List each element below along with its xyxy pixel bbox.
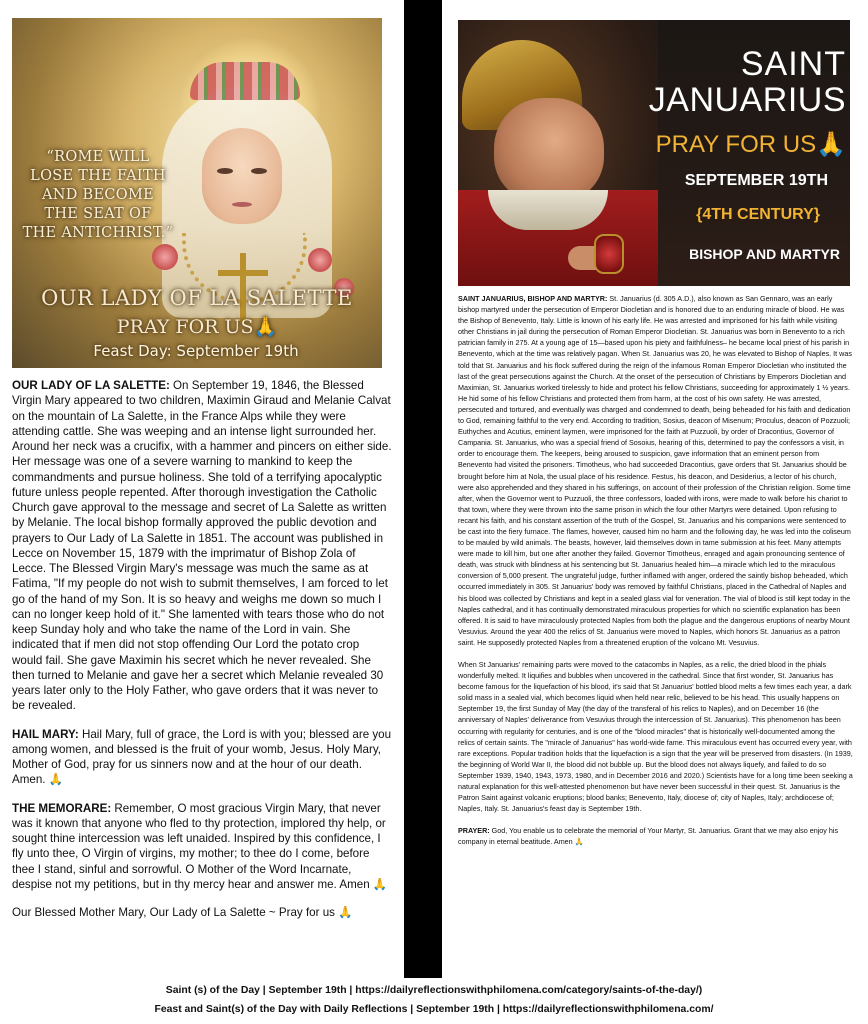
quote-line: “ROME WILL [46,149,150,165]
praying-hands-icon: 🙏 [574,837,584,847]
quote-line: THE SEAT OF [44,206,152,222]
salette-heading: OUR LADY OF LA SALETTE: [12,379,170,392]
praying-hands-icon: 🙏 [253,316,278,338]
praying-hands-icon: 🙏 [372,877,388,891]
mouth [232,202,252,207]
rose-decoration [308,248,332,272]
rose-crown [190,62,300,100]
blood-ampulla [594,234,624,274]
quote-line: THE ANTICHRIST.” [22,225,174,241]
image-pray-text: PRAY FOR US [655,131,817,158]
hail-mary-heading: HAIL MARY: [12,727,79,741]
footer-line-1: Saint (s) of the Day | September 19th | https://dailyreflectionswithphilomena.com/category/saints-of-the-day/) [165,985,703,996]
footer-line-2: Feast and Saint(s) of the Day with Daily Reflections | September 19th | https://dailyreflectionswithphilomena.com/ [154,1004,714,1015]
saint-head [494,98,604,202]
image-saint-label: SAINT [740,45,846,83]
image-pray [656,130,846,159]
center-divider-bar [404,0,442,978]
memorare-body: Remember, O most gracious Virgin Mary, that never was it known that anyone who fled to thy protection, implored thy help, or sought thine intercession was left unaided. Inspired by this confidence, I fly unto thee, O Virgin of virgins, my mother; to thee do I come, before thee I stand, sinful and sorrowful. O Mother of the Word Incarnate, despise not my petitions, but in thy mercy hear and answer me. Amen [12,801,386,891]
praying-hands-icon: 🙏 [48,773,64,787]
hail-mary-paragraph [12,727,392,788]
image-date: SEPTEMBER 19TH [684,172,828,189]
footer [0,981,868,1019]
salette-body: On September 19, 1846, the Blessed Virgin Mary appeared to two children, Maximin Giraud and Melanie Calvat on the mountain of La Salette, in the France Alps while they were attending cattle. She was weeping and an intense light surrounded her. Around her neck was a crucifix, with a hammer and pincers on either side. Her message was one of a severe warning to mankind to keep the commandments and pursue holiness. She told of a terrifying apocalyptic future unless people repented. After thorough investigation the Catholic Church gave approval to the message and secret of La Salette as written by Melanie. The local bishop formally approved the public devotion and prayers to Our Lady of La Salette in 1851. The account was published in Lecce on November 15, 1879 with the imprimatur of Bishop Zola of Lecce. The Blessed Virgin Mary's message was much the same as at Fatima, "If my people do not wish to submit themselves, I am forced to let go of the hand of my Son. It is so heavy and weighs me down so much I can no longer keep hold of it." She lamented with tears those who do not keep Sunday holy and who take the name of the Lord in vain. She indicated that if men did not stop offending Our Lord the potato crop would fail. She gave Maximin his secret which he never revealed. She then turned to Melanie and gave her a secret which Melanie revealed 30 years later only to the Holy Father, who gave orders that it was never to be revealed. [12,379,392,713]
closing-text: Our Blessed Mother Mary, Our Lady of La Salette ~ Pray for us [12,906,339,919]
image-pray [12,315,382,338]
saint-januarius-image [458,20,850,286]
madonna-face [202,128,282,224]
bio-body: St. Januarius (d. 305 A.D.), also known as San Gennaro, was an early bishop martyred under the persecution of Emperor Diocletian and is honored due to an enduring miracle of blood. He was the Bishop of Benevento, Italy. Little is known of his early life. He was arrested and imprisoned for his faith while visiting other Christians in jail during the persecution of Roman Emperor Diocletian. St. Januarius was born in Benevento to a rich patrician family in 275. At a young age of 15—based upon his piety and faithfulness– he became local priest of his parish in Benevento, which at the time was relatively pagan. When St. Januarius was 20, he was elevated to Bishop of Naples. It was told that St. Januarius and his flock suffered during the reign of the infamous Roman Emperor Diocletian who instituted the last of the great persecutions against the Church. At the onset of the persecution of Christians by Emperors Diocletian and Maximian, St. Januarius worked tirelessly to hide and protect his fellow Christians, succeeding for approximately 1 ½ years. He hid some of his fellow Christians and protected them from harm, at the cost of his own safety. He was arrested, persecuted and tortured, and eventually was charged and condemned to death, being beheaded for his faith and dedication to God, remaining faithful to the very end. According to tradition, Sosius, deacon of Misenum; Proculus, deacon of Pozzuoli; Euthyches and Acutius, eminent laymen, were imprisoned for the faith at Puzzuoli, by order of Dracontius, Governor of Campania. St. Januarius, who was a special friend of Sosoius, hearing of this, determined to pay the confessors a visit, in order to encourage them. The keepers, being aroused to suspicion, gave information that an eminent person from Benevento had visited the prisoners. Timotheus, who had succeeded Dracontius, gave orders that St. Januarius should be brought before him at Nola, the usual place of his residence. Festus, his deacon, and Desiderius, a lector of his church, were also apprehended and they shared in his sufferings, on account of their profession of the Christian religion. Some time after, when the Governor went to Puzzuoli, the three confessors, loaded with irons, were made to walk before his chariot to that town, where they were thrown into the same prison in which the four other Martyrs were detained. Upon refusing to recant his faith, and his constant assertion of the truth of the Gospel, St. Januarius and his companions were sentenced to be cast into the fiery furnace. The flames, however, caused him no harm and the following day, he was led into the coliseum to be mauled by wild animals. The beasts, however, laid themselves down in tame submission at his feet. Many attempts were made to kill him, but one after another they failed. Governor Timotheus, enraged and again pronouncing sentence of death, was struck with blindness at his sentencing but St. Januarius healed him—a miracle which led to the miraculous conversion of 5,000 present. The ungrateful judge, further inflamed with anger, ordered the saintly bishop beheaded, which occurred immediately in 305. St Januarius' body was removed by faithful Christians, placed in the Cathedral of Naples and his blood was collected by Christians and kept in a sealed glass vial for veneration. The vial of blood is still kept today in the Naples cathedral, and it has continually demonstrated miraculous properties for which no scientific explanation has been offered. It is said to have miraculously protected Naples from both the plague and the dangerous eruptions of nearby Mount Vesuvius. Around the year 400 the relics of St. Januarius were moved to Naples, which honors St. Januarius as a patron saint. He supposedly protected Naples from a threatened eruption of the volcano Mt. Vesuvius. [458,294,852,647]
left-column [12,18,392,933]
left-text-body [12,378,392,920]
eye-left [217,168,233,174]
prayer-heading: PRAYER: [458,826,490,836]
our-lady-of-la-salette-image [12,18,382,368]
praying-hands-icon: 🙏 [816,131,846,158]
eye-right [251,168,267,174]
salette-quote [18,148,178,243]
bio-heading: SAINT JANUARIUS, BISHOP AND MARTYR: [458,294,608,303]
image-century: {4TH CENTURY} [696,206,820,223]
memorare-paragraph [12,801,392,893]
image-title: OUR LADY OF LA SALETTE [41,286,353,310]
image-role: BISHOP AND MARTYR [689,246,840,262]
quote-line: LOSE THE FAITH [30,168,166,184]
rose-decoration [152,244,178,270]
prayer-paragraph [458,825,853,847]
right-text-body [458,293,853,848]
image-pray-text: PRAY FOR US [116,316,254,338]
image-saint-name: JANUARIUS [648,81,846,119]
hail-mary-body: Hail Mary, full of grace, the Lord is with you; blessed are you among women, and blessed is the fruit of your womb, Jesus. Holy Mary, Mother of God, pray for us sinners now and at the hour of our death. Amen. [12,727,392,787]
right-column [458,20,853,859]
memorare-heading: THE MEMORARE: [12,801,112,815]
bio-paragraph [458,293,853,648]
praying-hands-icon: 🙏 [338,906,353,919]
crucifix-horizontal [218,270,268,276]
closing-line [12,905,392,920]
prayer-body: God, You enable us to celebrate the memorial of Your Martyr, St. Januarius. Grant that we may also enjoy his company in eternal beatitude. Amen [458,826,839,847]
salette-paragraph [12,378,392,714]
quote-line: AND BECOME [41,187,155,203]
blood-miracle-paragraph: When St Januarius' remaining parts were moved to the catacombs in Naples, as a relic, the dried blood in the phials wonderfully melted. It liquifies and bubbles when uncovered in the cathedral. Since that first wonder, St. Januarius has become famous for the liquefaction of his blood, it's said that St Januarius' bottled blood melts a few times each year, a dark solid mass in a sealed vial, which becomes liquid when held near relic, believed to be his head. This usually happens on September 19, the first Sunday of May (the day of the transferal of his relics to Naples), and on December 16 (the anniversary of Naples' deliverance from Vesuvius through the intercession of St. Januarius). This phenomenon has been occurring with regularity for centuries, and is one of the "blood miracles" that is historically well-documented among the relics of certain saints. The "miracle of Januarius" has world-wide fame. This miraculous event has occurred every year, with rare exceptions. Popular tradition holds that the liquefaction is a sign that the year will be preserved from disasters. (In 1939, the beginning of World War II, the blood did not bubble up. But the blood does not always liquefy, and failed to do so September 1939, 1940, 1943, 1973, 1980, and in December 2016 and 2020.) Scientists have for a long time been seeking a natural explanation for this well-attested phenomenon but have never been successful in their quest. St. Januarius is the Patron Saint against volcanic eruptions; blood banks; Benevento, Italy, diocese of; city of Naples, Italy; archdiocese of; Naples, Italy. St. Januarius's feast day is September 19th. [458,660,853,814]
januarius-portrait [458,20,658,286]
image-feast-day: Feast Day: September 19th [93,342,299,360]
